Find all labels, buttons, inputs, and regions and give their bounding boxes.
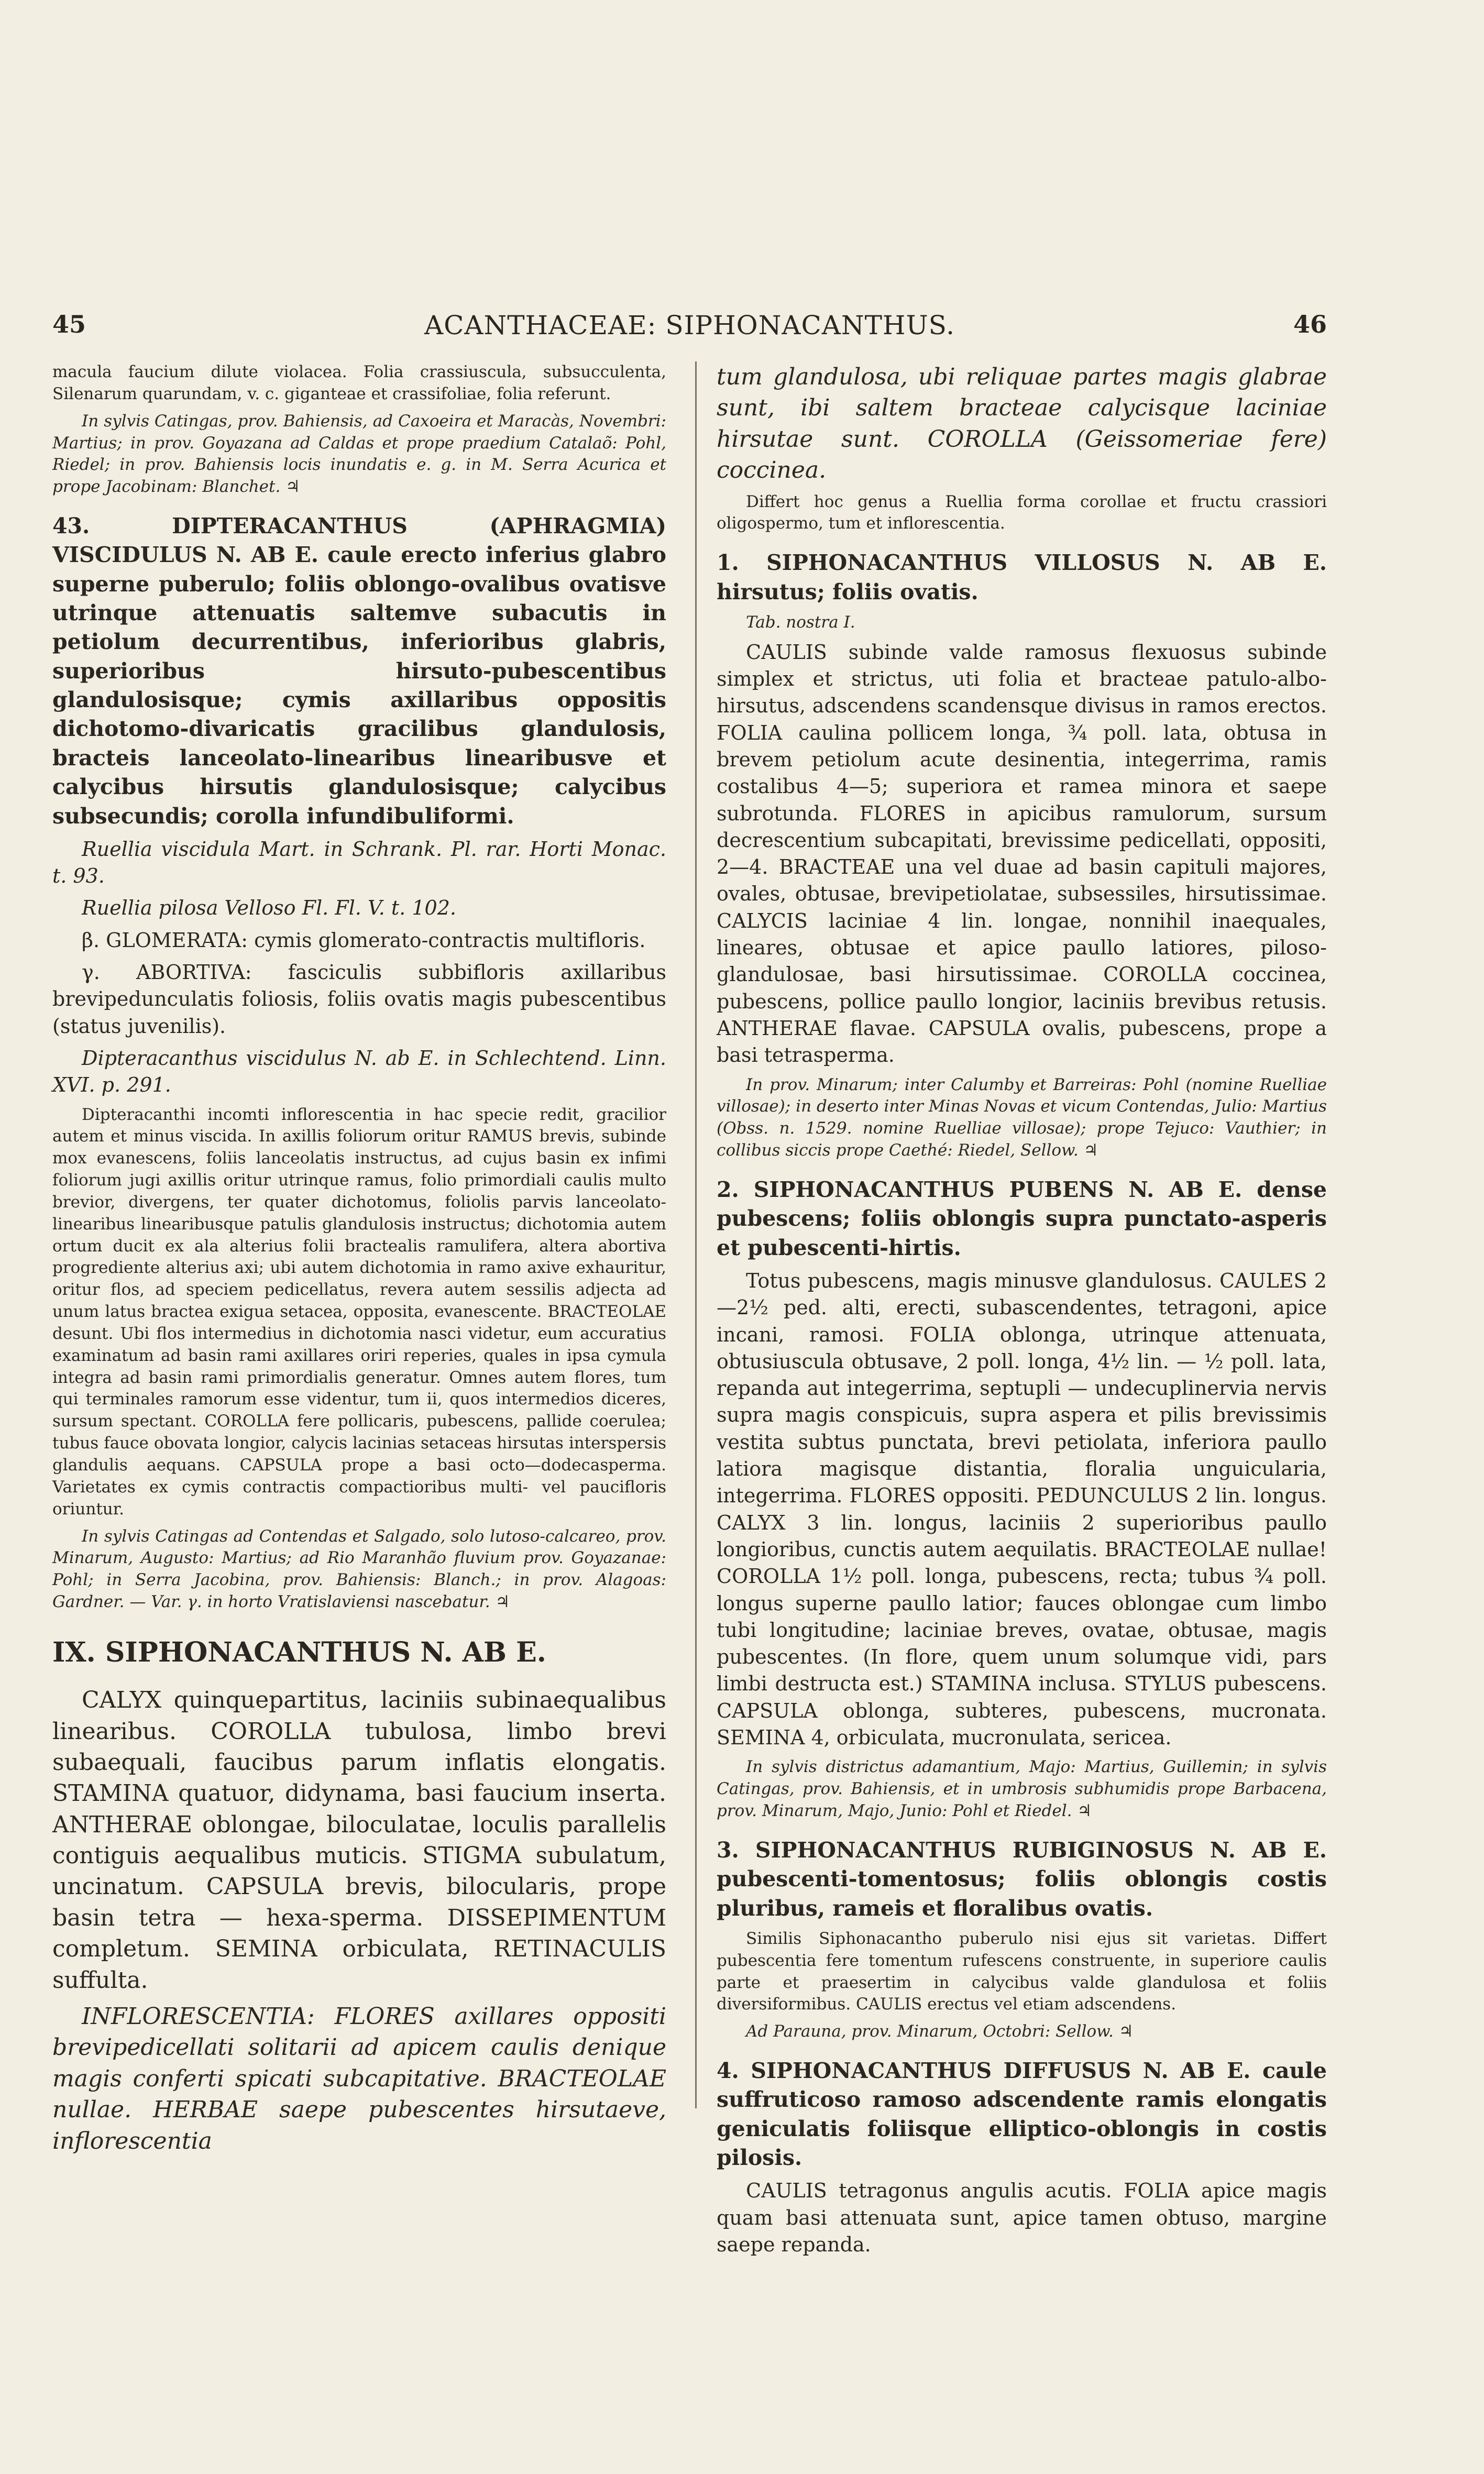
paragraph: Dipteracanthus viscidulus N. ab E. in Schlechtend. Linn. XVI. p. 291. xyxy=(52,1046,666,1097)
paragraph: β. GLOMERATA: cymis glomerato-contractis multifloris. xyxy=(82,928,646,952)
paragraph: Ruellia pilosa Velloso Fl. Fl. V. t. 102. xyxy=(82,896,456,920)
paragraph: 3. SIPHONACANTHUS RUBIGINOSUS N. AB E. pubescenti-tomentosus; foliis oblongis costis pluribus, rameis et floralibus ovatis. xyxy=(717,1837,1327,1921)
paragraph: γ. ABORTIVA: fasciculis subbifloris axillaribus brevipedunculatis foliosis, foliis ovatis magis pubescentibus (status juvenilis). xyxy=(52,961,666,1038)
paragraph: Dipteracanthi incomti inflorescentia in hac specie redit, gracilior autem et minus viscida. In axillis foliorum oritur RAMUS brevis, subinde mox evanescens, foliis lanceolatis instructus, ad cujus basin ex infimi foliorum jugi axillis oritur utrinque ramus, folio primordiali caulis multo brevior, divergens, ter quater dichotomus, foliolis parvis lanceolato-linearibus linearibusque patulis glandulosis instructus; dichotomia autem ortum ducit ex ala alterius folii bractealis ramulifera, altera abortiva progrediente alterius axi; ubi autem dichotomia in ramo axive exhauritur, oritur flos, ad speciem pedicellatus, revera autem sessilis adjecta ad unum latus bractea exigua setacea, opposita, evanescente. BRACTEOLAE desunt. Ubi flos intermedius in dichotomia nasci videtur, eum accuratius examinatum ad basin rami axillares oriri reperies, quales in ipsa cymula integra ad basin rami primordialis generatur. Omnes autem flores, tum qui terminales ramorum esse videntur, tum ii, quos intermedios diceres, sursum spectant. COROLLA fere pollicaris, pubescens, pallide coerulea; tubus fauce obovata longior, calycis lacinias setaceas hirsutas interspersis glandulis aequans. CAPSULA prope a basi octo—dodecasperma. Varietates ex cymis contractis compactioribus multi- vel paucifloris oriuntur. xyxy=(52,1105,666,1519)
right-column xyxy=(717,361,1327,2263)
page-number-right: 46 xyxy=(1293,310,1327,338)
paragraph: 2. SIPHONACANTHUS PUBENS N. AB E. dense pubescens; foliis oblongis supra punctato-asperis et pubescenti-hirtis. xyxy=(717,1176,1327,1260)
paragraph: Similis Siphonacantho puberulo nisi ejus sit varietas. Differt pubescentia fere tomentum rufescens construente, in superiore caulis parte et praesertim in calycibus valde glandulosa et foliis diversiformibus. CAULIS erectus vel etiam adscendens. xyxy=(717,1929,1327,2014)
page-number-left: 45 xyxy=(52,310,86,338)
column-divider xyxy=(695,361,697,2108)
paragraph: Ruellia viscidula Mart. in Schrank. Pl. rar. Horti Monac. t. 93. xyxy=(52,837,666,888)
paragraph: CALYX quinquepartitus, laciniis subinaequalibus linearibus. COROLLA tubulosa, limbo brevi subaequali, faucibus parum inflatis elongatis. STAMINA quatuor, didynama, basi faucium inserta. ANTHERAE oblongae, biloculatae, loculis parallelis contiguis aequalibus muticis. STIGMA subulatum, uncinatum. CAPSULA brevis, bilocularis, prope basin tetra — hexa-sperma. DISSEPIMENTUM completum. SEMINA orbiculata, RETINACULIS suffulta. xyxy=(52,1687,666,1994)
paragraph: 43. DIPTERACANTHUS (APHRAGMIA) VISCIDULUS N. AB E. caule erecto inferius glabro superne puberulo; foliis oblongo-ovalibus ovatisve utrinque attenuatis saltemve subacutis in petiolum decurrentibus, inferioribus glabris, superioribus hirsuto-pubescentibus glandulosisque; cymis axillaribus oppositis dichotomo-divaricatis gracilibus glandulosis, bracteis lanceolato-linearibus linearibusve et calycibus hirsutis glandulosisque; calycibus subsecundis; corolla infundibuliformi. xyxy=(52,513,666,829)
page-header xyxy=(52,310,1327,347)
paragraph: INFLORESCENTIA: FLORES axillares oppositi brevipedicellati solitarii ad apicem caulis denique magis conferti spicati subcapitative. BRACTEOLAE nullae. HERBAE saepe pubescentes hirsutaeve, inflorescentia xyxy=(52,2003,666,2154)
paragraph: In sylvis Catingas, prov. Bahiensis, ad Caxoeira et Maracàs, Novembri: Martius; in prov. Goyazana ad Caldas et prope praedium Catalaõ: Pohl, Riedel; in prov. Bahiensis locis inundatis e. g. in M. Serra Acurica et prope Jacobinam: Blanchet. ♃ xyxy=(52,411,666,497)
running-title: ACANTHACEAE: SIPHONACANTHUS. xyxy=(424,310,955,340)
paragraph: IX. SIPHONACANTHUS N. AB E. xyxy=(52,1636,546,1668)
paragraph: 4. SIPHONACANTHUS DIFFUSUS N. AB E. caule suffruticoso ramoso adscendente ramis elongatis geniculatis foliisque elliptico-oblongis in costis pilosis. xyxy=(717,2058,1327,2171)
paragraph: tum glandulosa, ubi reliquae partes magis glabrae sunt, ibi saltem bracteae calycisque laciniae hirsutae sunt. COROLLA (Geissomeriae fere) coccinea. xyxy=(717,364,1327,484)
paragraph: In sylvis districtus adamantium, Majo: Martius, Guillemin; in sylvis Catingas, prov. Bahiensis, et in umbrosis subhumidis prope Barbacena, prov. Minarum, Majo, Junio: Pohl et Riedel. ♃ xyxy=(717,1757,1327,1820)
paragraph: In prov. Minarum; inter Calumby et Barreiras: Pohl (nomine Ruelliae villosae); in deserto inter Minas Novas et vicum Contendas, Julio: Martius (Obss. n. 1529. nomine Ruelliae villosae); prope Tejuco: Vauthier; in collibus siccis prope Caethé: Riedel, Sellow. ♃ xyxy=(717,1075,1327,1160)
paragraph: Tab. nostra I. xyxy=(746,612,855,632)
paragraph: CAULIS subinde valde ramosus flexuosus subinde simplex et strictus, uti folia et bracteae patulo-albo-hirsutus, adscendens scandensque divisus in ramos erectos. FOLIA caulina pollicem longa, ¾ poll. lata, obtusa in brevem petiolum acute desinentia, integerrima, ramis costalibus 4—5; superiora et ramea minora et saepe subrotunda. FLORES in apicibus ramulorum, sursum decrescentium subcapitati, brevissime pedicellati, oppositi, 2—4. BRACTEAE una vel duae ad basin capituli majores, ovales, obtusae, brevipetiolatae, subsessiles, hirsutissimae. CALYCIS laciniae 4 lin. longae, nonnihil inaequales, lineares, obtusae et apice paullo latiores, piloso-glandulosae, basi hirsutissimae. COROLLA coccinea, pubescens, pollice paullo longior, laciniis brevibus retusis. ANTHERAE flavae. CAPSULA ovalis, pubescens, prope a basi tetrasperma. xyxy=(717,640,1327,1067)
paragraph: Differt hoc genus a Ruellia forma corollae et fructu crassiori oligospermo, tum et inflorescentia. xyxy=(717,492,1327,533)
left-column xyxy=(52,361,666,2162)
paragraph: 1. SIPHONACANTHUS VILLOSUS N. AB E. hirsutus; foliis ovatis. xyxy=(717,550,1327,604)
paragraph: Totus pubescens, magis minusve glandulosus. CAULES 2—2½ ped. alti, erecti, subascendentes, tetragoni, apice incani, ramosi. FOLIA oblonga, utrinque attenuata, obtusiuscula obtusave, 2 poll. longa, 4½ lin. — ½ poll. lata, repanda aut integerrima, septupli — undecuplinervia nervis supra magis conspicuis, supra aspera et pilis brevissimis vestita subtus punctata, brevi petiolata, inferiora paullo latiora magisque distantia, floralia unguicularia, integerrima. FLORES oppositi. PEDUNCULUS 2 lin. longus. CALYX 3 lin. longus, laciniis 2 superioribus paullo longioribus, cunctis autem aequilatis. BRACTEOLAE nullae! COROLLA 1½ poll. longa, pubescens, recta; tubus ¾ poll. longus superne paullo latior; fauces oblongae cum limbo tubi longitudine; laciniae breves, ovatae, obtusae, magis pubescentes. (In flore, quem unum solumque vidi, pars limbi destructa est.) STAMINA inclusa. STYLUS pubescens. CAPSULA oblonga, subteres, pubescens, mucronata. SEMINA 4, orbiculata, mucronulata, sericea. xyxy=(717,1269,1327,1749)
paragraph: In sylvis Catingas ad Contendas et Salgado, solo lutoso-calcareo, prov. Minarum, Augusto: Martius; ad Rio Maranhão fluvium prov. Goyazanae: Pohl; in Serra Jacobina, prov. Bahiensis: Blanch.; in prov. Alagoas: Gardner. — Var. γ. in horto Vratislaviensi nascebatur. ♃ xyxy=(52,1526,666,1612)
paragraph: CAULIS tetragonus angulis acutis. FOLIA apice magis quam basi attenuata sunt, apice tamen obtuso, margine saepe repanda. xyxy=(717,2179,1327,2257)
paragraph: macula faucium dilute violacea. Folia crassiuscula, subsucculenta, Silenarum quarundam, v. c. giganteae et crassifoliae, folia referunt. xyxy=(52,362,666,403)
paragraph: Ad Parauna, prov. Minarum, Octobri: Sellow. ♃ xyxy=(746,2022,1134,2041)
